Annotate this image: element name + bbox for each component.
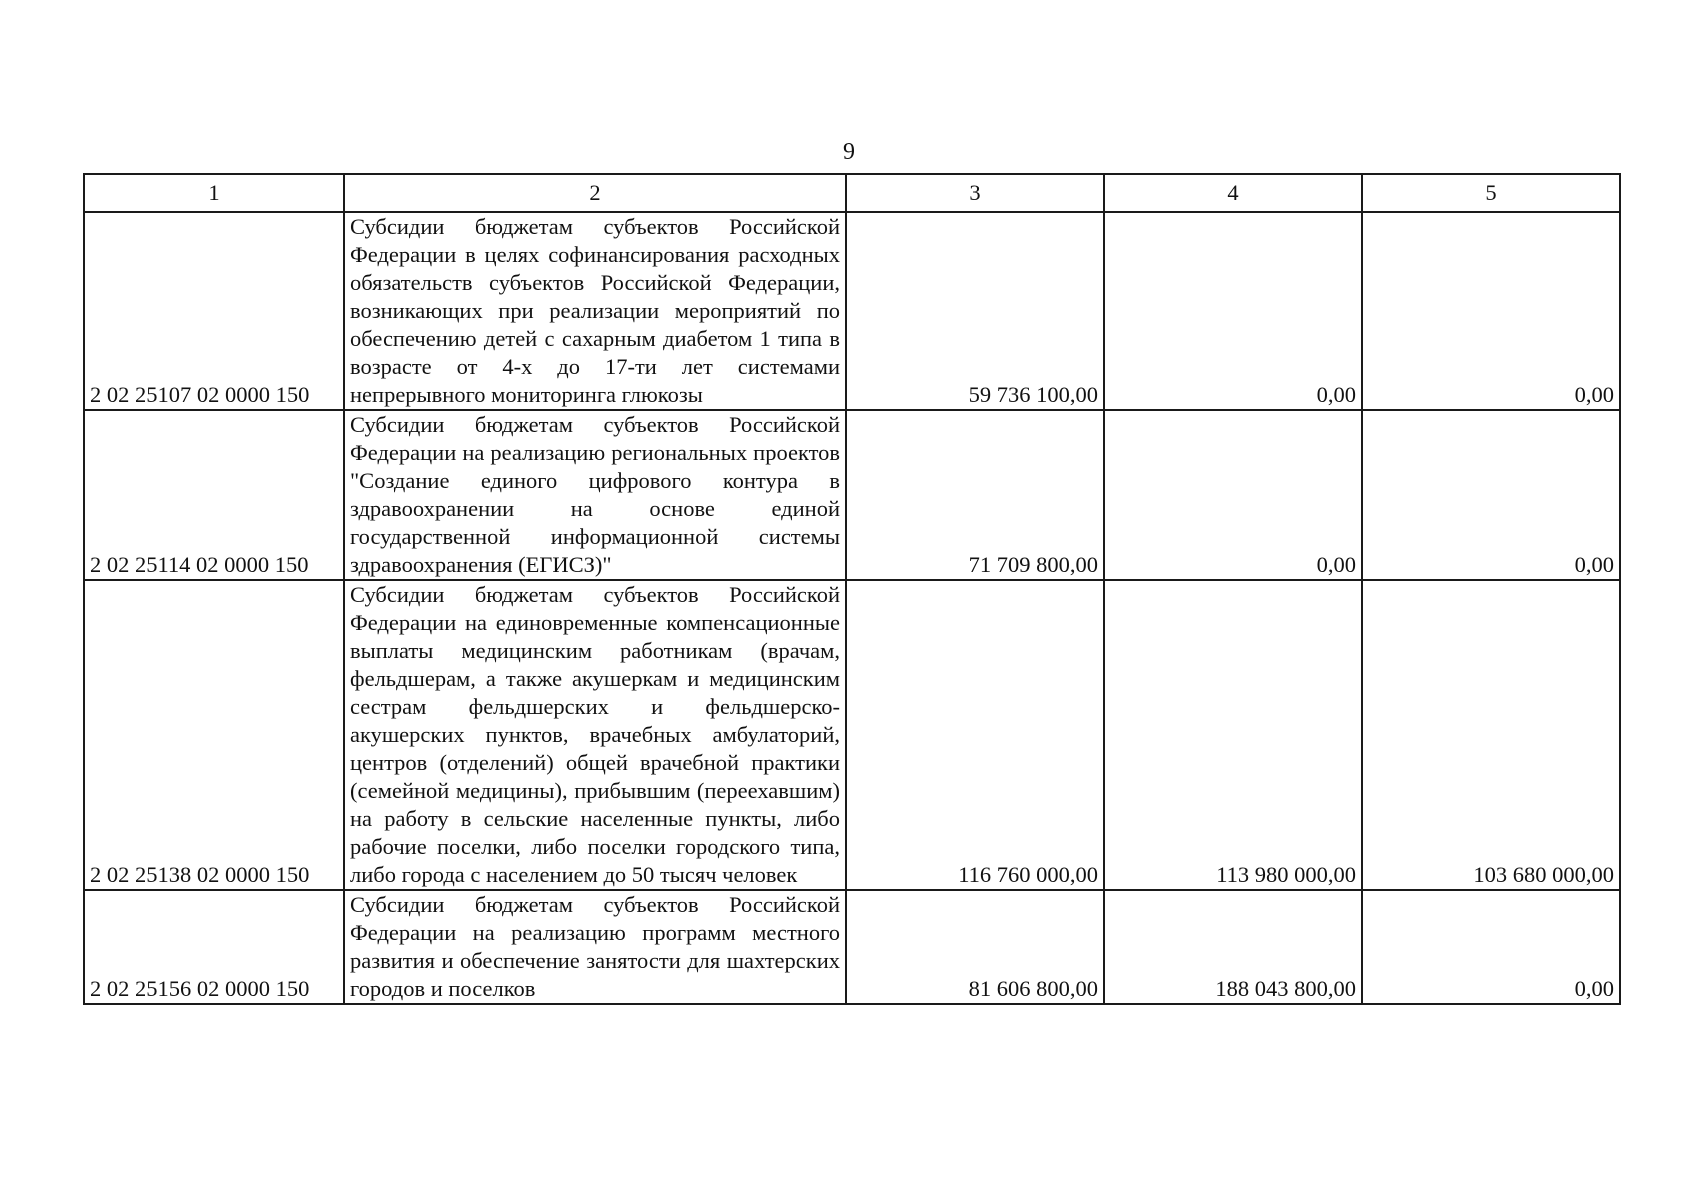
budget-code-cell: 2 02 25138 02 0000 150 [84, 580, 344, 890]
table-header-row [84, 174, 1620, 212]
amount-col3-cell: 81 606 800,00 [846, 890, 1104, 1004]
amount-col4-cell: 0,00 [1104, 410, 1362, 580]
amount-col5-cell: 0,00 [1362, 212, 1620, 410]
column-header-3: 3 [846, 174, 1104, 212]
budget-table [83, 173, 1621, 1005]
page-number: 9 [843, 139, 855, 165]
amount-col3-cell: 116 760 000,00 [846, 580, 1104, 890]
amount-col4-cell: 0,00 [1104, 212, 1362, 410]
table-row [84, 890, 1620, 1004]
description-cell: Субсидии бюджетам субъектов Российской Федерации на реализацию программ местного развития и обеспечение занятости для шахтерских городов и поселков [344, 890, 846, 1004]
table-row [84, 410, 1620, 580]
column-header-1: 1 [84, 174, 344, 212]
amount-col5-cell: 0,00 [1362, 890, 1620, 1004]
budget-code-cell: 2 02 25107 02 0000 150 [84, 212, 344, 410]
column-header-2: 2 [344, 174, 846, 212]
amount-col4-cell: 188 043 800,00 [1104, 890, 1362, 1004]
description-cell: Субсидии бюджетам субъектов Российской Федерации на единовременные компенсационные выплаты медицинским работникам (врачам, фельдшерам, а также акушеркам и медицинским сестрам фельдшерских и фельдшерско-акушерских пунктов, врачебных амбулаторий, центров (отделений) общей врачебной практики (семейной медицины), прибывшим (переехавшим) на работу в сельские населенные пункты, либо рабочие поселки, либо поселки городского типа, либо города с населением до 50 тысяч человек [344, 580, 846, 890]
description-cell: Субсидии бюджетам субъектов Российской Федерации в целях софинансирования расходных обязательств субъектов Российской Федерации, возникающих при реализации мероприятий по обеспечению детей с сахарным диабетом 1 типа в возрасте от 4-х до 17-ти лет системами непрерывного мониторинга глюкозы [344, 212, 846, 410]
amount-col3-cell: 71 709 800,00 [846, 410, 1104, 580]
amount-col3-cell: 59 736 100,00 [846, 212, 1104, 410]
column-header-5: 5 [1362, 174, 1620, 212]
amount-col5-cell: 0,00 [1362, 410, 1620, 580]
budget-code-cell: 2 02 25156 02 0000 150 [84, 890, 344, 1004]
budget-code-cell: 2 02 25114 02 0000 150 [84, 410, 344, 580]
description-cell: Субсидии бюджетам субъектов Российской Федерации на реализацию региональных проектов "Создание единого цифрового контура в здравоохранении на основе единой государственной информационной системы здравоохранения (ЕГИСЗ)" [344, 410, 846, 580]
table-row [84, 580, 1620, 890]
amount-col4-cell: 113 980 000,00 [1104, 580, 1362, 890]
column-header-4: 4 [1104, 174, 1362, 212]
table-row [84, 212, 1620, 410]
amount-col5-cell: 103 680 000,00 [1362, 580, 1620, 890]
